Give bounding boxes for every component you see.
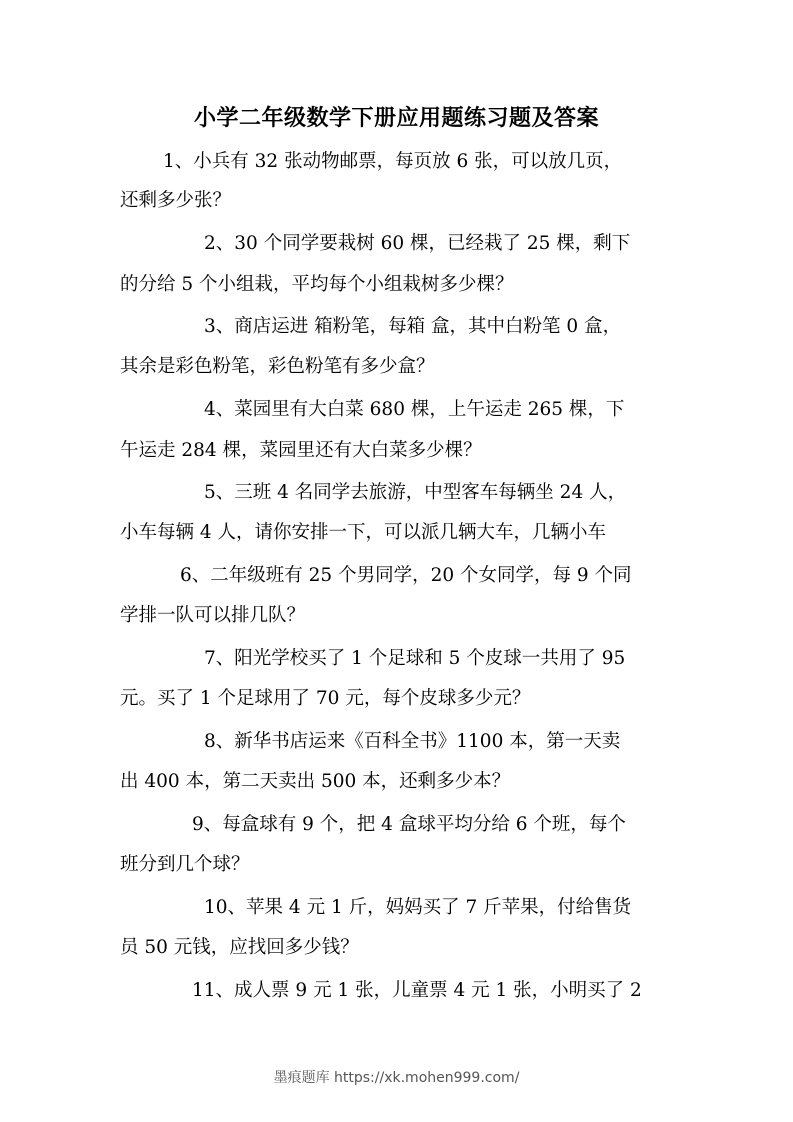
problem-9-line-1: 9、每盒球有 9 个，把 4 盒球平均分给 6 个班，每个 (192, 814, 626, 835)
problem-4-line-1: 4、菜园里有大白菜 680 棵，上午运走 265 棵，下 (204, 399, 625, 420)
page-footer: 墨痕题库 https://xk.mohen999.com/ (273, 1070, 520, 1086)
problem-5-line-1: 5、三班 4 名同学去旅游，中型客车每辆坐 24 人， (204, 482, 627, 503)
problem-9-line-2: 班分到几个球？ (120, 854, 250, 875)
problem-3-line-1: 3、商店运进 箱粉笔，每箱 盒，其中白粉笔 0 盒， (204, 316, 622, 337)
problem-7-line-2: 元。买了 1 个足球用了 70 元，每个皮球多少元？ (120, 688, 531, 709)
problem-7-line-1: 7、阳光学校买了 1 个足球和 5 个皮球一共用了 95 (204, 648, 626, 669)
problem-8-line-2: 出 400 本，第二天卖出 500 本，还剩多少本？ (120, 771, 511, 792)
problem-1-line-2: 还剩多少张？ (120, 190, 232, 211)
page-title: 小学二年级数学下册应用题练习题及答案 (193, 106, 599, 131)
problem-6-line-2: 学排一队可以排几队？ (120, 605, 306, 626)
problem-2-line-2: 的分给 5 个小组栽，平均每个小组栽树多少棵？ (120, 274, 514, 295)
problem-3-line-2: 其余是彩色粉笔，彩色粉笔有多少盒？ (120, 356, 435, 377)
problem-6-line-1: 6、二年级班有 25 个男同学，20 个女同学，每 9 个同 (180, 565, 632, 586)
problem-10-line-2: 员 50 元钱，应找回多少钱？ (120, 937, 359, 958)
problem-5-line-2: 小车每辆 4 人，请你安排一下，可以派几辆大车，几辆小车 (120, 522, 607, 543)
problem-2-line-1: 2、30 个同学要栽树 60 棵，已经栽了 25 棵，剩下 (204, 233, 631, 254)
problem-1-line-1: 1、小兵有 32 张动物邮票，每页放 6 张，可以放几页， (163, 151, 623, 172)
problem-11-line-1: 11、成人票 9 元 1 张，儿童票 4 元 1 张，小明买了 2 (192, 980, 642, 1001)
problem-8-line-1: 8、新华书店运来《百科全书》1100 本，第一天卖 (204, 731, 621, 752)
problem-4-line-2: 午运走 284 棵，菜园里还有大白菜多少棵？ (120, 440, 482, 461)
problem-10-line-1: 10、苹果 4 元 1 斤，妈妈买了 7 斤苹果，付给售货 (204, 897, 632, 918)
